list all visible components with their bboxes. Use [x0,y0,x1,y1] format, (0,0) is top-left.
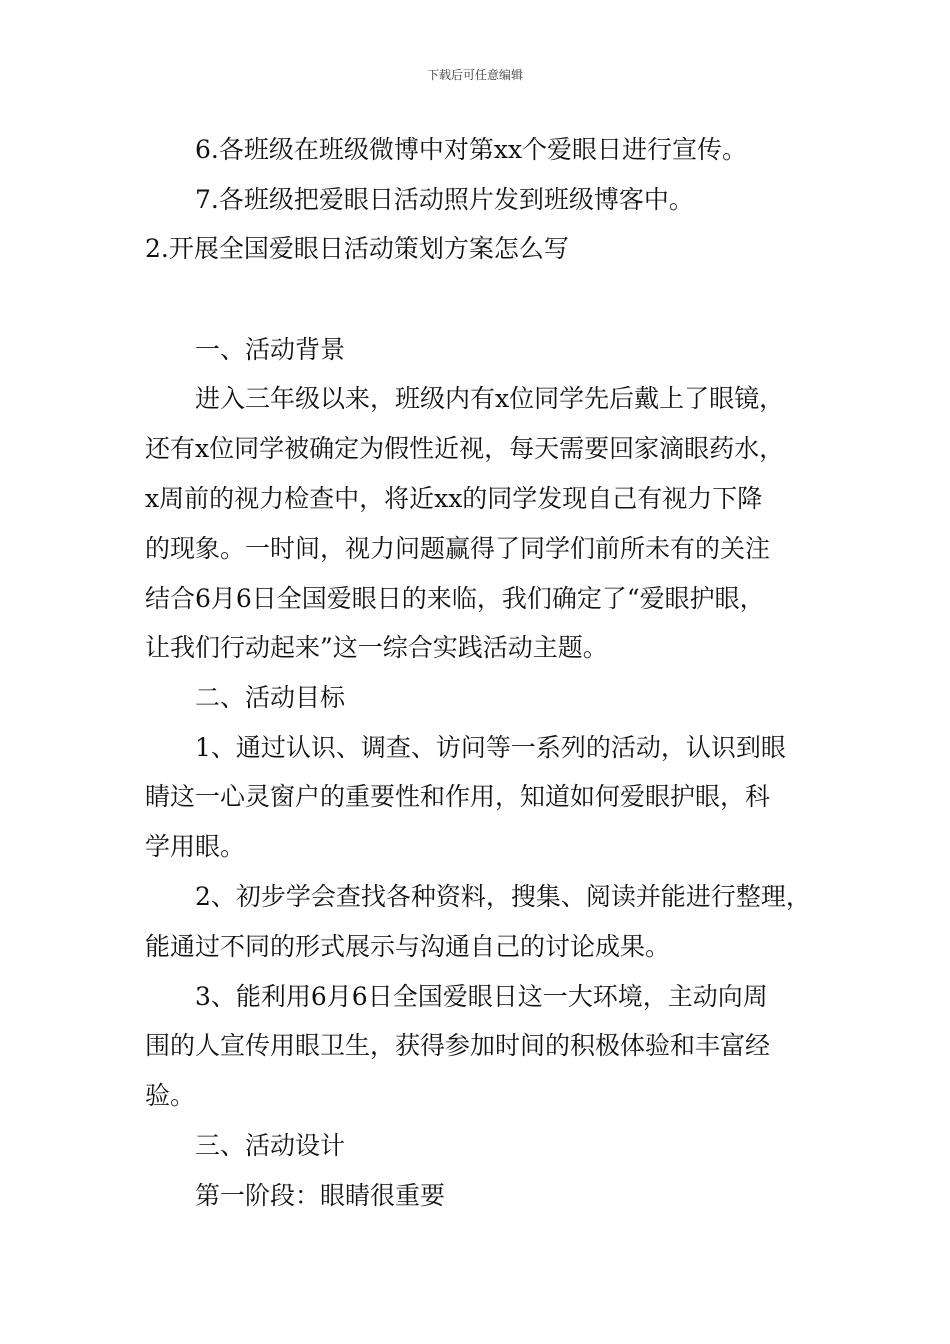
paragraph-line: 能通过不同的形式展示与沟通自己的讨论成果。 [145,932,671,961]
list-item-7: 7.各班级把爱眼日活动照片发到班级博客中。 [195,185,694,214]
paragraph-line: 进入三年级以来，班级内有x位同学先后戴上了眼镜， [195,384,785,413]
paragraph-line: 学用眼。 [145,832,246,861]
paragraph-line: 1、通过认识、调查、访问等一系列的活动，认识到眼 [195,733,786,762]
section-title: 2.开展全国爱眼日活动策划方案怎么写 [145,234,569,263]
subheading-stage-one: 第一阶段：眼睛很重要 [195,1181,446,1210]
paragraph-line: 3、能利用6月6日全国爱眼日这一大环境，主动向周 [195,982,768,1011]
paragraph-line: 睛这一心灵窗户的重要性和作用，知道如何爱眼护眼，科 [145,782,771,811]
paragraph-line: 让我们行动起来”这一综合实践活动主题。 [145,633,608,662]
paragraph-line: 还有x位同学被确定为假性近视，每天需要回家滴眼药水， [145,434,785,463]
heading-background: 一、活动背景 [195,335,346,364]
paragraph-line: 围的人宣传用眼卫生，获得参加时间的积极体验和丰富经 [145,1031,771,1060]
heading-goals: 二、活动目标 [195,683,346,712]
page-header-note: 下载后可任意编辑 [426,68,523,82]
paragraph-line: 2、初步学会查找各种资料，搜集、阅读并能进行整理， [195,882,811,911]
paragraph-line: x周前的视力检查中，将近xx的同学发现自己有视力下降 [145,484,763,513]
paragraph-line: 验。 [145,1081,196,1110]
paragraph-line: 结合6月6日全国爱眼日的来临，我们确定了“爱眼护眼， [145,584,765,613]
list-item-6: 6.各班级在班级微博中对第xx个爱眼日进行宣传。 [195,135,748,164]
paragraph-line: 的现象。一时间，视力问题赢得了同学们前所未有的关注 [145,534,771,563]
heading-design: 三、活动设计 [195,1131,346,1160]
